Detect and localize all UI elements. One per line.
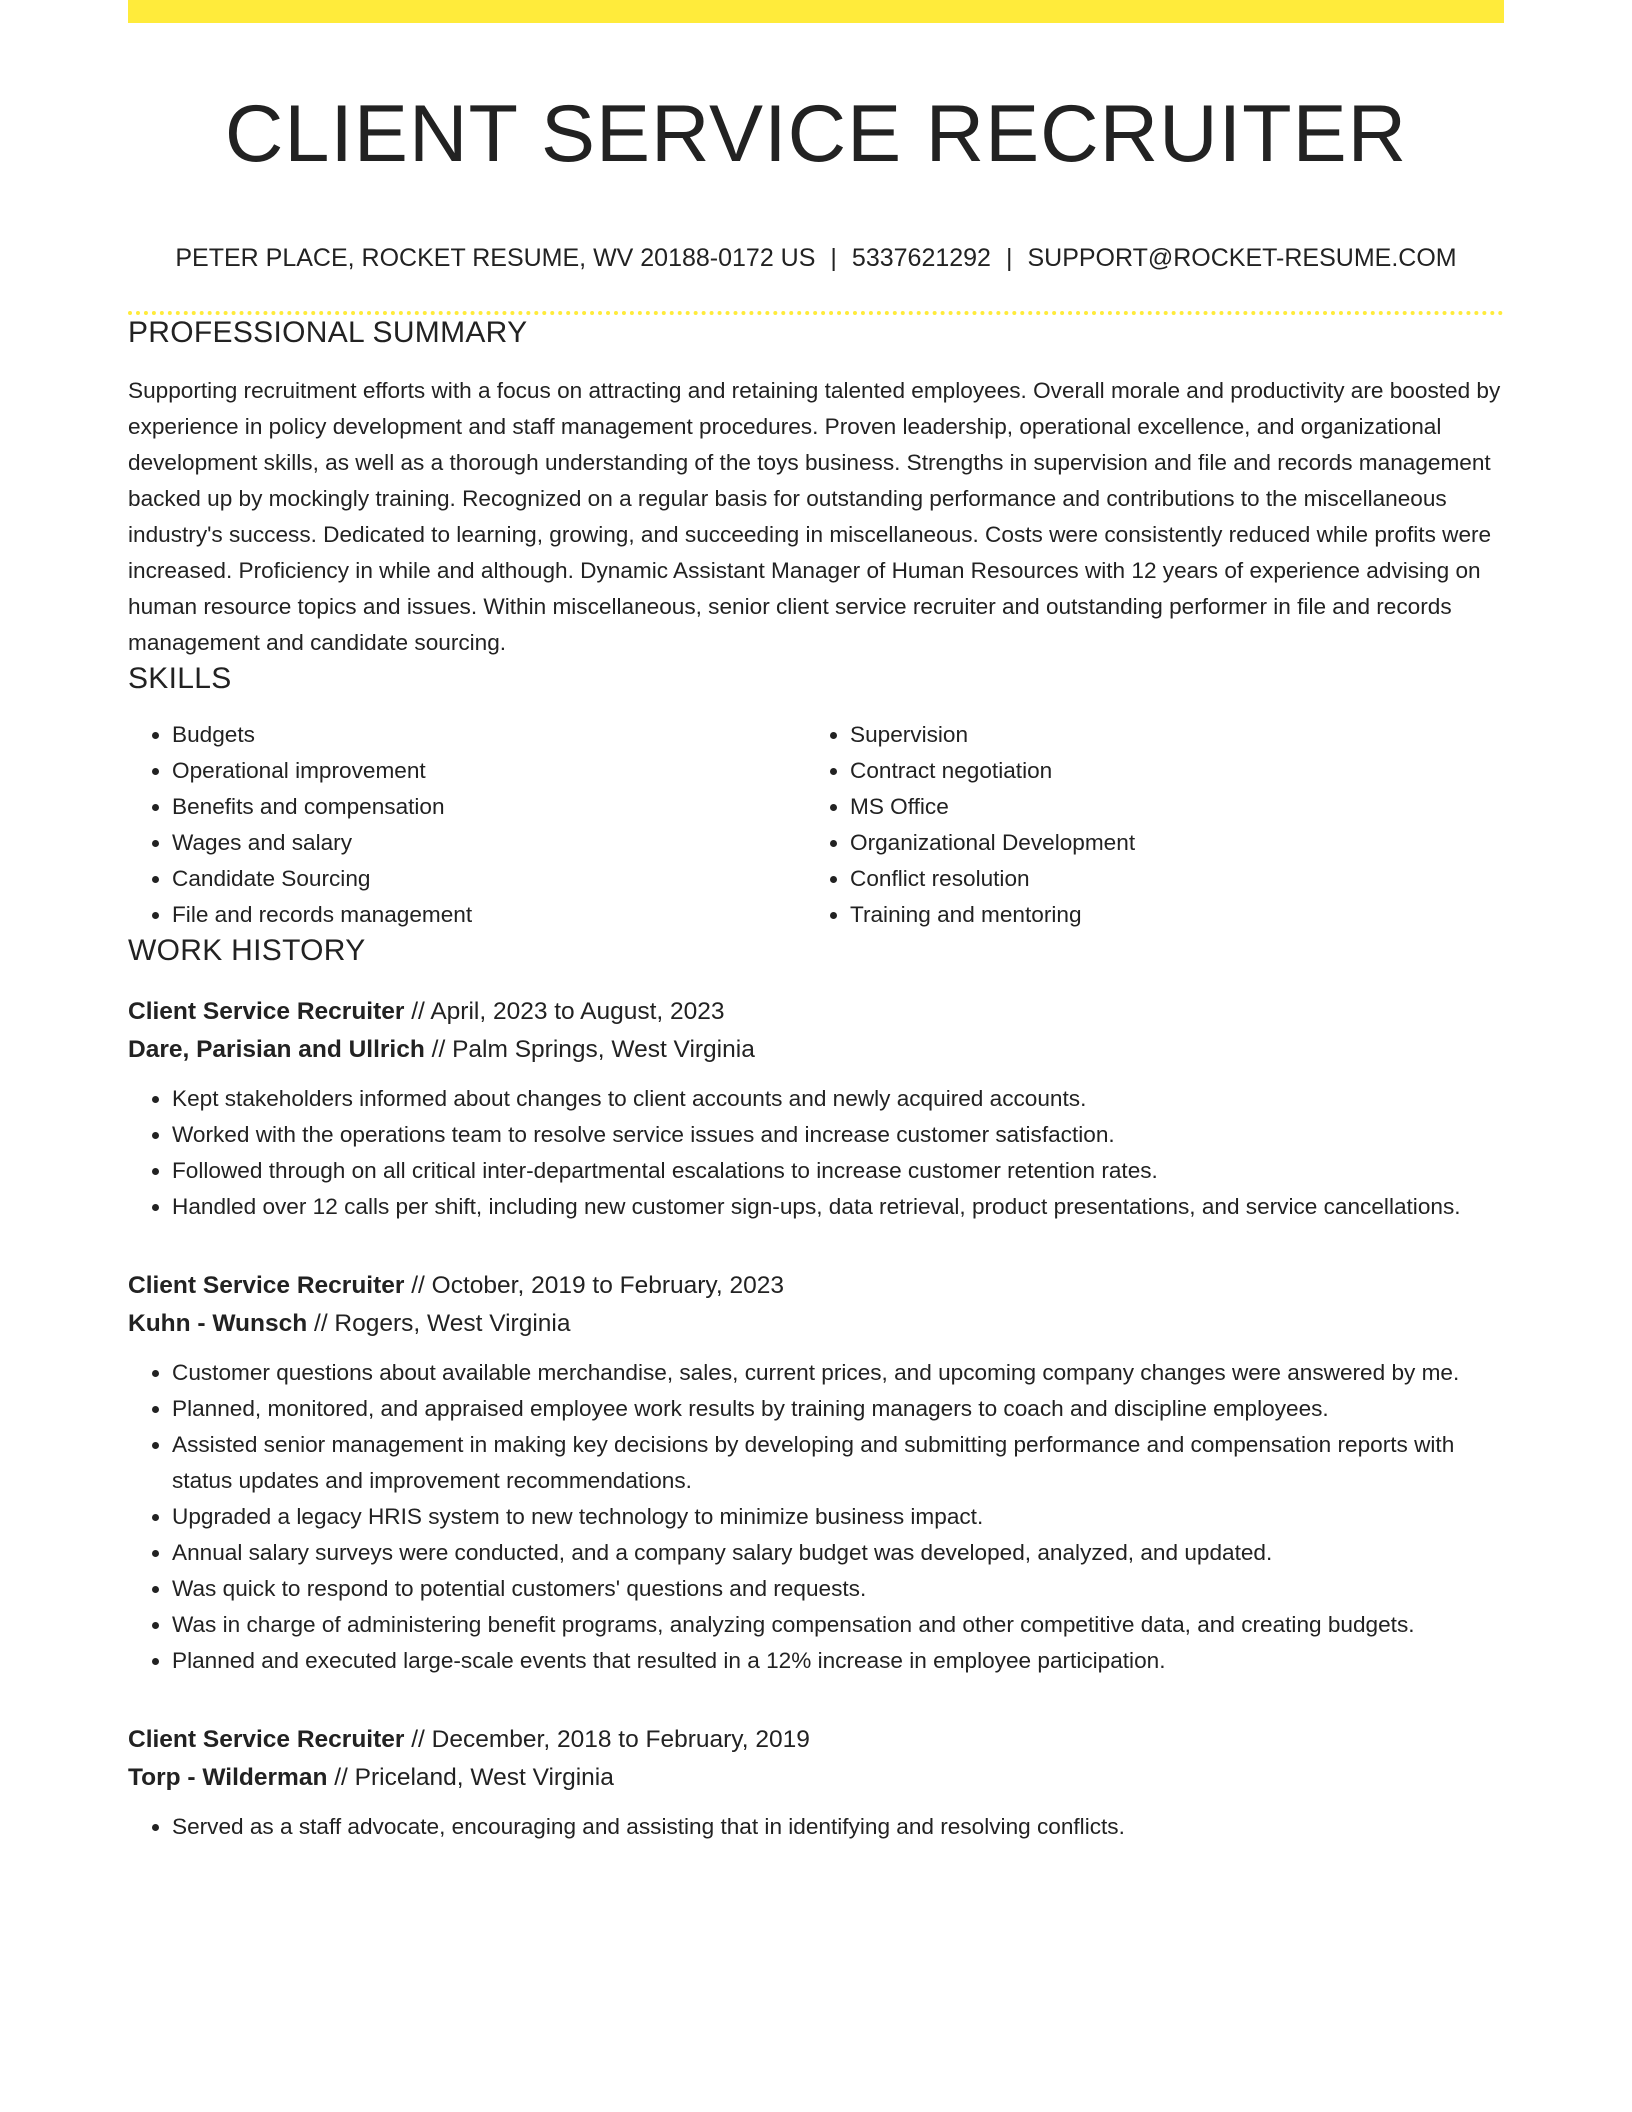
job-title-line xyxy=(128,1721,1504,1759)
separator: | xyxy=(830,244,837,272)
job-bullet: • Served as a staff advocate, encouraging and assisting that in identifying and resolving conflicts. xyxy=(172,1809,1504,1845)
skill-item: • Contract negotiation xyxy=(850,753,1484,789)
job-title-line xyxy=(128,993,1504,1031)
skills-heading: SKILLS xyxy=(128,662,232,695)
job-entry xyxy=(128,1267,1504,1679)
job-title: Client Service Recruiter xyxy=(128,998,405,1025)
skill-item: • Supervision xyxy=(850,717,1484,753)
job-entry xyxy=(128,1721,1504,1845)
job-title: Client Service Recruiter xyxy=(128,1272,405,1299)
top-accent-bar xyxy=(128,0,1504,23)
contact-line xyxy=(128,242,1504,274)
job-location: // Rogers, West Virginia xyxy=(314,1310,571,1337)
job-bullet: • Planned, monitored, and appraised employee work results by training managers to coach and discipline employees. xyxy=(172,1391,1504,1427)
address: PETER PLACE, ROCKET RESUME, WV 20188-0172 US xyxy=(175,244,816,272)
skills-column-left xyxy=(128,717,806,933)
skills-column-right xyxy=(806,717,1484,933)
skill-item: • Training and mentoring xyxy=(850,897,1484,933)
skill-item: • Wages and salary xyxy=(172,825,806,861)
job-bullets xyxy=(128,1355,1504,1679)
job-company-line xyxy=(128,1759,1504,1797)
skill-item: • Conflict resolution xyxy=(850,861,1484,897)
job-company: Dare, Parisian and Ullrich xyxy=(128,1036,425,1063)
skill-item: • File and records management xyxy=(172,897,806,933)
job-dates: // October, 2019 to February, 2023 xyxy=(411,1272,784,1299)
job-bullet: • Handled over 12 calls per shift, including new customer sign-ups, data retrieval, product presentations, and service cancellations. xyxy=(172,1189,1504,1225)
job-dates: // April, 2023 to August, 2023 xyxy=(411,998,725,1025)
job-company-line xyxy=(128,1031,1504,1069)
job-bullet: • Was in charge of administering benefit programs, analyzing compensation and other competitive data, and creating budgets. xyxy=(172,1607,1504,1643)
job-company-line xyxy=(128,1305,1504,1343)
job-company: Kuhn - Wunsch xyxy=(128,1310,308,1337)
job-entry xyxy=(128,993,1504,1225)
skill-item: • Operational improvement xyxy=(172,753,806,789)
job-location: // Priceland, West Virginia xyxy=(334,1764,614,1791)
job-title-line xyxy=(128,1267,1504,1305)
job-bullet: • Followed through on all critical inter-departmental escalations to increase customer retention rates. xyxy=(172,1153,1504,1189)
summary-heading: PROFESSIONAL SUMMARY xyxy=(128,316,528,349)
job-bullets xyxy=(128,1081,1504,1225)
work-history-heading: WORK HISTORY xyxy=(128,934,366,967)
job-bullet: • Worked with the operations team to resolve service issues and increase customer satisfaction. xyxy=(172,1117,1504,1153)
skills-list xyxy=(128,717,1504,933)
job-location: // Palm Springs, West Virginia xyxy=(431,1036,755,1063)
skill-item: • Organizational Development xyxy=(850,825,1484,861)
job-bullet: • Planned and executed large-scale events that resulted in a 12% increase in employee participation. xyxy=(172,1643,1504,1679)
resume-page xyxy=(128,0,1504,1845)
job-title: Client Service Recruiter xyxy=(128,1726,405,1753)
skill-item: • Budgets xyxy=(172,717,806,753)
job-company: Torp - Wilderman xyxy=(128,1764,328,1791)
job-bullet: • Kept stakeholders informed about changes to client accounts and newly acquired accounts. xyxy=(172,1081,1504,1117)
job-dates: // December, 2018 to February, 2019 xyxy=(411,1726,810,1753)
separator: | xyxy=(1005,244,1013,272)
page-title: CLIENT SERVICE RECRUITER xyxy=(224,89,1408,179)
job-bullet: • Customer questions about available merchandise, sales, current prices, and upcoming company changes were answered by me. xyxy=(172,1355,1504,1391)
skill-item: • Candidate Sourcing xyxy=(172,861,806,897)
job-bullets xyxy=(128,1809,1504,1845)
job-bullet: • Was quick to respond to potential customers' questions and requests. xyxy=(172,1571,1504,1607)
email-link[interactable]: SUPPORT@ROCKET-RESUME.COM xyxy=(1027,244,1457,272)
phone[interactable]: 5337621292 xyxy=(851,244,991,272)
job-bullet: • Assisted senior management in making key decisions by developing and submitting performance and compensation reports with status updates and improvement recommendations. xyxy=(172,1427,1504,1499)
job-bullet: • Annual salary surveys were conducted, and a company salary budget was developed, analyzed, and updated. xyxy=(172,1535,1504,1571)
skill-item: • Benefits and compensation xyxy=(172,789,806,825)
skill-item: • MS Office xyxy=(850,789,1484,825)
job-bullet: • Upgraded a legacy HRIS system to new technology to minimize business impact. xyxy=(172,1499,1504,1535)
summary-text: Supporting recruitment efforts with a focus on attracting and retaining talented employees. Overall morale and productivity are boosted by experience in policy development and staff management procedures. Proven leadership, operational excellence, and organizational development skills, as well as a thorough understanding of the toys business. Strengths in supervision and file and records management backed up by mockingly training. Recognized on a regular basis for outstanding performance and contributions to the miscellaneous industry's success. Dedicated to learning, growing, and succeeding in miscellaneous. Costs were consistently reduced while profits were increased. Proficiency in while and although. Dynamic Assistant Manager of Human Resources with 12 years of experience advising on human resource topics and issues. Within miscellaneous, senior client service recruiter and outstanding performer in file and records management and candidate sourcing. xyxy=(128,378,1501,655)
